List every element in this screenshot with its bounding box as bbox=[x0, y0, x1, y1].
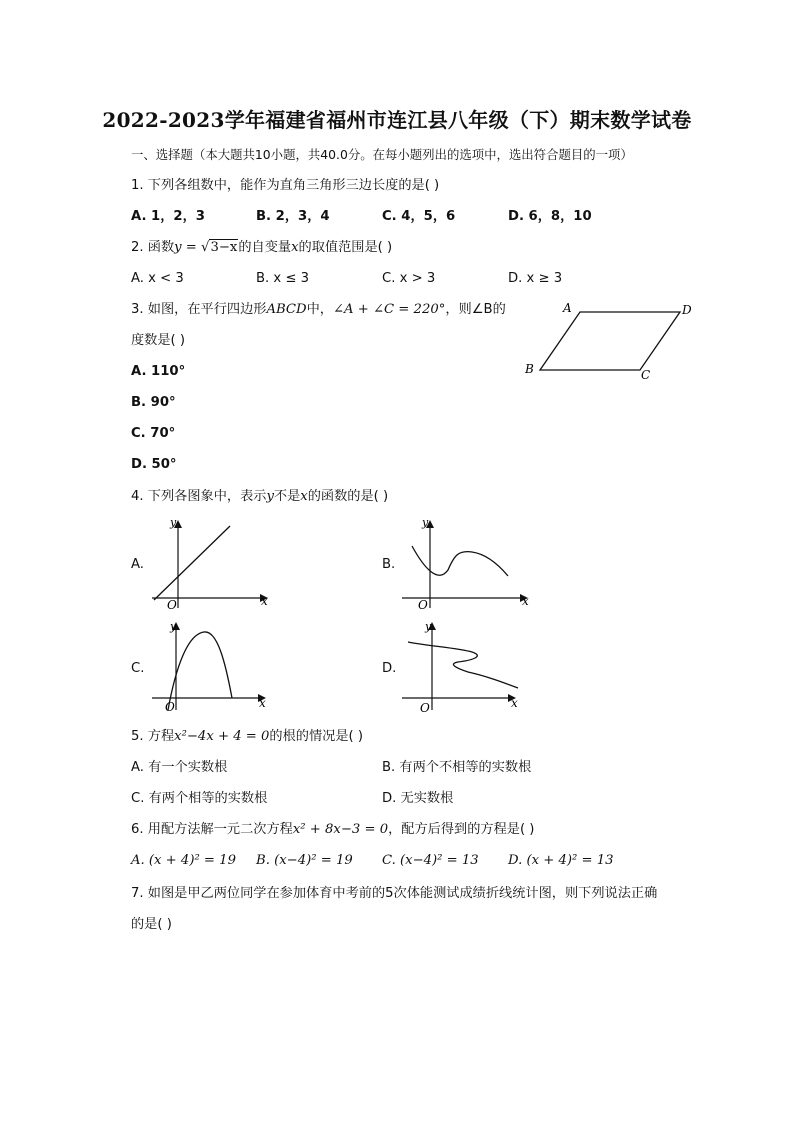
vertex-label-d: D bbox=[682, 303, 692, 317]
q4-option-c[interactable]: C. bbox=[131, 661, 145, 676]
q3-condition: ∠A + ∠C = 220° bbox=[332, 302, 446, 317]
q4-option-d[interactable]: D. bbox=[382, 661, 397, 676]
q4-mid: 不是 bbox=[273, 489, 301, 504]
question-7-stem: 7. 如图是甲乙两位同学在参加体育中考前的5次体能测试成绩折线统计图，则下列说法正确 bbox=[131, 886, 658, 901]
q6-equation: x² + 8x−3 = 0 bbox=[292, 822, 389, 837]
q1-option-d[interactable]: D. 6，8，10 bbox=[508, 209, 592, 224]
vertex-label-a: A bbox=[563, 301, 572, 315]
question-6-stem bbox=[131, 821, 534, 839]
graph-b-x-label: x bbox=[522, 594, 529, 608]
q6-suffix: ，配方后得到的方程是( ) bbox=[388, 822, 535, 837]
q5-suffix: 的根的情况是( ) bbox=[269, 729, 364, 744]
graph-a-x-label: x bbox=[261, 594, 268, 608]
q2-option-c[interactable]: C. x > 3 bbox=[382, 271, 436, 286]
q2-option-b[interactable]: B. x ≤ 3 bbox=[256, 271, 310, 286]
graph-c-y-label: y bbox=[170, 620, 177, 633]
q3-option-c[interactable]: C. 70° bbox=[131, 426, 176, 441]
question-5-stem bbox=[131, 728, 363, 746]
graph-c[interactable] bbox=[148, 616, 278, 716]
q4-option-a[interactable]: A. bbox=[131, 557, 144, 572]
page-title: 2022-2023学年福建省福州市连江县八年级（下）期末数学试卷 bbox=[102, 108, 692, 132]
question-3-stem bbox=[131, 301, 506, 319]
q3-suffix: ，则∠B的 bbox=[445, 302, 506, 317]
q4-suffix: 的函数的是( ) bbox=[307, 489, 389, 504]
graph-a-line bbox=[154, 526, 230, 600]
graph-b-origin: O bbox=[418, 598, 428, 612]
parallelogram-shape bbox=[540, 312, 680, 370]
q3-shape: ABCD bbox=[266, 302, 307, 317]
q2-option-a[interactable]: A. x < 3 bbox=[131, 271, 184, 286]
graph-c-x-label: x bbox=[259, 696, 266, 710]
vertex-label-c: C bbox=[641, 368, 651, 382]
q6-option-c[interactable]: C. (x−4)² = 13 bbox=[382, 853, 479, 868]
q2-sqrt-sign: √ bbox=[201, 240, 210, 255]
q2-equals: = bbox=[181, 240, 202, 255]
q2-mid: 的自变量 bbox=[238, 240, 292, 255]
q5-equation: x²−4x + 4 = 0 bbox=[174, 729, 270, 744]
section-heading: 一、选择题（本大题共10小题，共40.0分。在每小题列出的选项中，选出符合题目的一项） bbox=[131, 147, 633, 162]
q2-option-d[interactable]: D. x ≥ 3 bbox=[508, 271, 563, 286]
q4-option-b[interactable]: B. bbox=[382, 557, 396, 572]
graph-d-origin: O bbox=[420, 701, 430, 715]
q2-radicand: 3−x bbox=[210, 240, 238, 255]
q3-mid: 中， bbox=[306, 302, 333, 317]
q3-option-b[interactable]: B. 90° bbox=[131, 395, 176, 410]
q1-option-c[interactable]: C. 4，5，6 bbox=[382, 209, 456, 224]
q4-var-y: y bbox=[266, 489, 274, 504]
q2-prefix: 2. 函数 bbox=[131, 240, 175, 255]
question-2-stem bbox=[131, 239, 392, 257]
q5-option-c[interactable]: C. 有两个相等的实数根 bbox=[131, 791, 268, 806]
q3-option-a[interactable]: A. 110° bbox=[131, 364, 186, 379]
q1-option-b[interactable]: B. 2，3，4 bbox=[256, 209, 330, 224]
q4-prefix: 4. 下列各图象中，表示 bbox=[131, 489, 267, 504]
q5-option-d[interactable]: D. 无实数根 bbox=[382, 791, 454, 806]
question-7-stem-line2: 的是( ) bbox=[131, 917, 172, 932]
graph-a-origin: O bbox=[167, 598, 177, 612]
q3-option-d[interactable]: D. 50° bbox=[131, 457, 177, 472]
graph-d-curve bbox=[408, 642, 518, 688]
vertex-label-b: B bbox=[525, 362, 534, 376]
graph-d-x-label: x bbox=[511, 696, 518, 710]
q5-prefix: 5. 方程 bbox=[131, 729, 175, 744]
graph-c-origin: O bbox=[165, 700, 175, 714]
graph-a-y-label: y bbox=[170, 516, 177, 529]
q6-option-b[interactable]: B. (x−4)² = 19 bbox=[256, 853, 353, 868]
q6-option-a[interactable]: A. (x + 4)² = 19 bbox=[131, 853, 236, 868]
q1-option-a[interactable]: A. 1，2，3 bbox=[131, 209, 205, 224]
q2-var-y: y bbox=[174, 240, 182, 255]
graph-b[interactable] bbox=[398, 512, 538, 612]
graph-d-y-label: y bbox=[425, 620, 432, 633]
question-3-stem-line2: 度数是( ) bbox=[131, 333, 186, 348]
graph-b-curve bbox=[412, 546, 508, 576]
question-4-stem bbox=[131, 488, 388, 506]
parallelogram-figure bbox=[520, 298, 700, 384]
q2-var-x: x bbox=[291, 240, 299, 255]
q6-option-d[interactable]: D. (x + 4)² = 13 bbox=[508, 853, 614, 868]
q3-prefix: 3. 如图，在平行四边形 bbox=[131, 302, 267, 317]
graph-a[interactable] bbox=[148, 512, 278, 612]
graph-d[interactable] bbox=[398, 616, 538, 716]
question-1-stem: 1. 下列各组数中，能作为直角三角形三边长度的是( ) bbox=[131, 178, 440, 193]
graph-b-y-label: y bbox=[422, 516, 429, 529]
q4-var-x: x bbox=[300, 489, 308, 504]
q5-option-a[interactable]: A. 有一个实数根 bbox=[131, 760, 228, 775]
q6-prefix: 6. 用配方法解一元二次方程 bbox=[131, 822, 293, 837]
q5-option-b[interactable]: B. 有两个不相等的实数根 bbox=[382, 760, 532, 775]
q2-suffix: 的取值范围是( ) bbox=[298, 240, 393, 255]
